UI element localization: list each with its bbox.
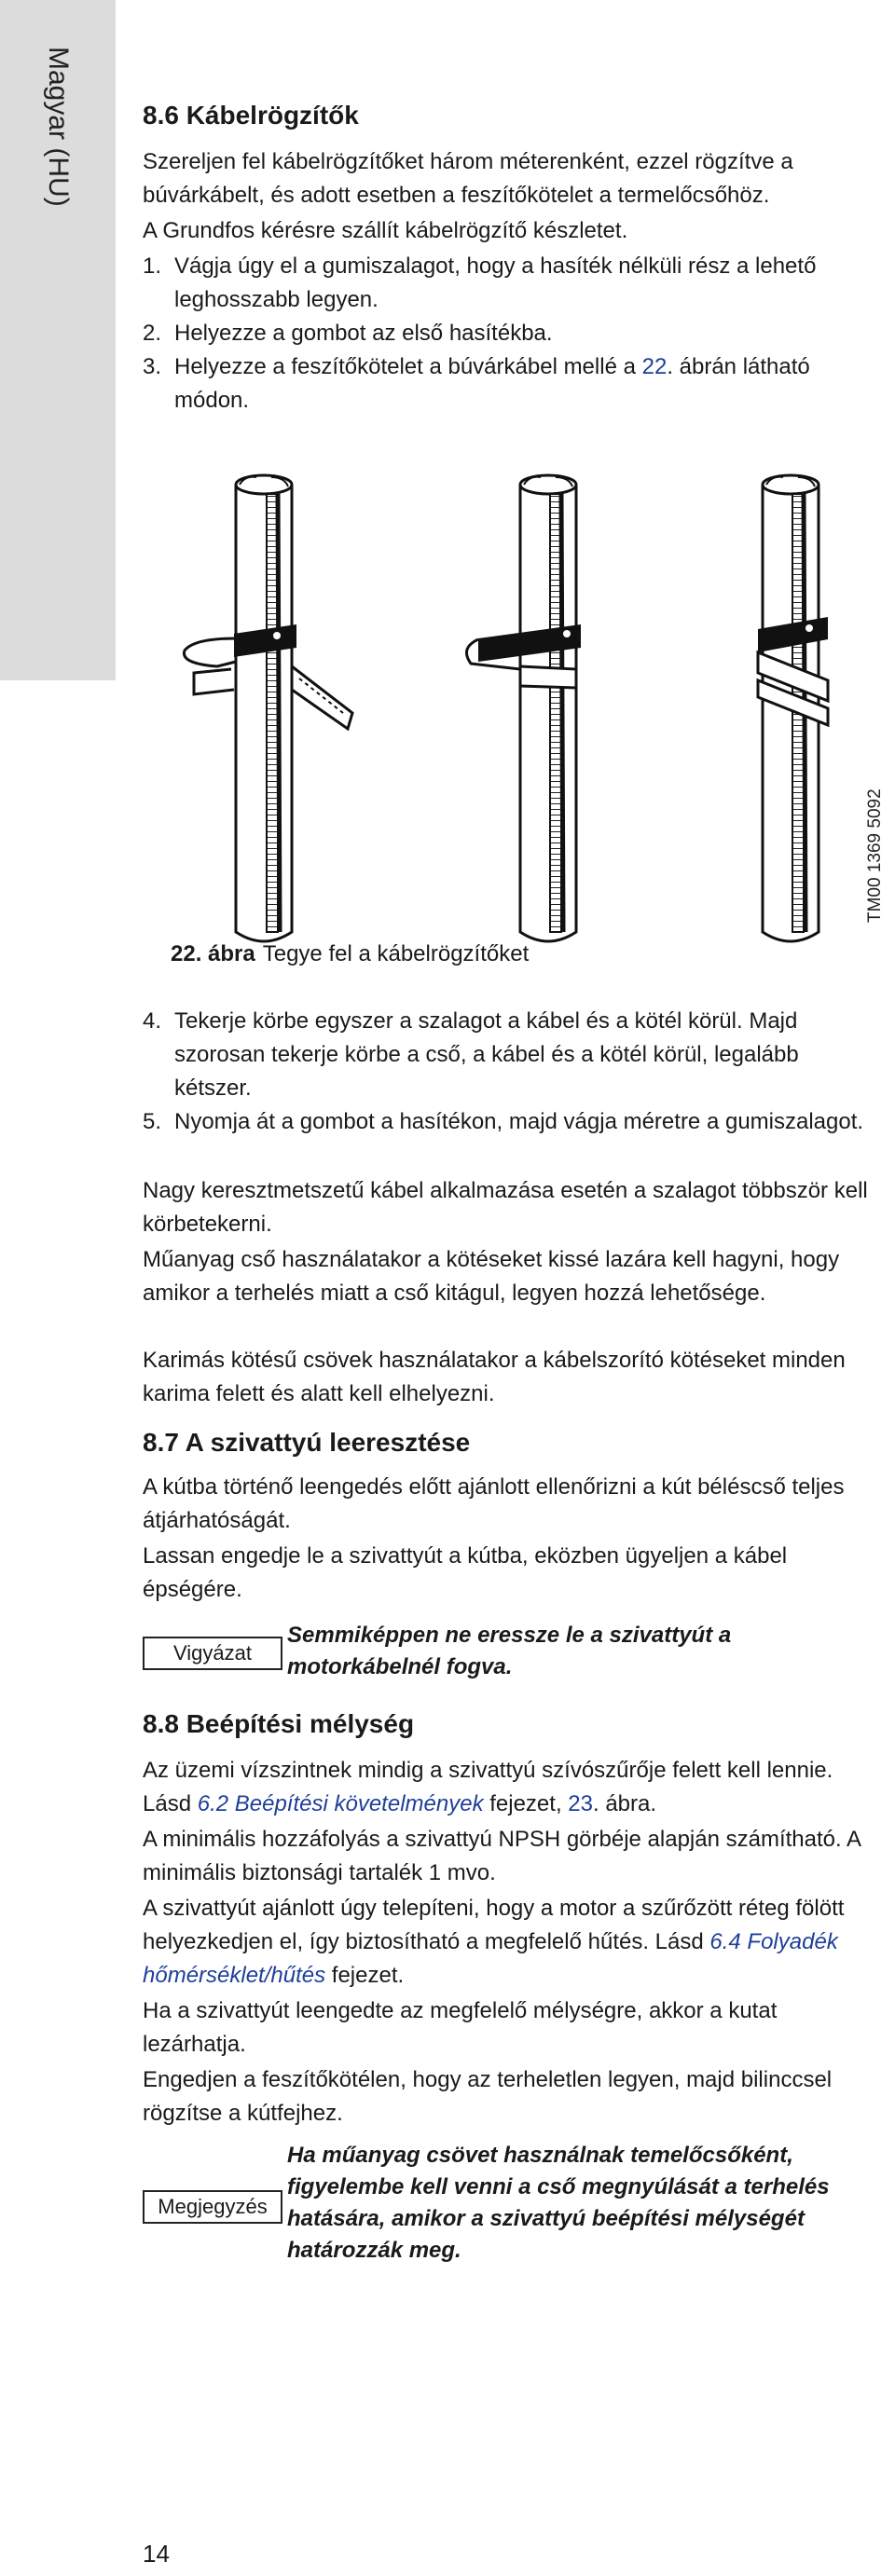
section-heading-8-7: 8.7 A szivattyú leeresztése [143,1428,471,1457]
paragraph: Ha a szivattyút leengedte az megfelelő mélységre, akkor a kutat lezárhatja. [143,1998,778,2057]
step-text: Helyezze a feszítőkötelet a búvárkábel mellé a 22. ábrán látható módon. [174,354,810,413]
step-number: 4. [143,1008,162,1034]
caption-text: Tegye fel a kábelrögzítőket [262,941,530,966]
list-item [143,250,879,317]
figure-caption [171,941,529,967]
step-number: 3. [143,354,162,379]
paragraph: Az üzemi vízszintnek mindig a szivattyú szívószűrője felett kell lennie. Lásd 6.2 Beépítési követelmények fejezet, 23. ábra. [143,1758,833,1816]
list-item [143,350,879,418]
figure-link[interactable]: 23 [568,1791,593,1816]
pipe-illustration-2 [467,475,582,941]
caution-text: Semmiképpen ne eressze le a szivattyút a motorkábelnél fogva. [287,1623,732,1679]
paragraph: Nagy keresztmetszetű kábel alkalmazása esetén a szalagot többször kell körbetekerni. [143,1178,868,1237]
steps-list-a [143,250,879,418]
section-heading-8-6: 8.6 Kábelrögzítők [143,101,359,130]
caution-label: Vigyázat [143,1637,282,1670]
figure-link[interactable]: 22 [641,354,668,379]
list-item [143,1105,879,1139]
step-text: Helyezze a gombot az első hasítékba. [174,321,553,346]
caption-number: 22. ábra [171,941,255,966]
step-text: Tekerje körbe egyszer a szalagot a kábel és a kötél körül. Majd szorosan tekerje körbe a cső, a kábel és a kötél körül, legalább kétszer. [174,1008,799,1101]
page-number: 14 [143,2540,170,2568]
steps-list-b [143,1005,879,1139]
paragraph: A kútba történő leengedés előtt ajánlott ellenőrizni a kút béléscső teljes átjárhatóságát. [143,1474,845,1533]
cable-clamp-figure [143,457,879,979]
paragraph: Karimás kötésű csövek használatakor a kábelszorító kötéseket minden karima felett és alatt kell elhelyezni. [143,1348,846,1406]
step-number: 5. [143,1109,162,1134]
list-item [143,317,879,350]
section-heading-8-8: 8.8 Beépítési mélység [143,1709,415,1738]
step-number: 2. [143,321,162,346]
intro-paragraph: Szereljen fel kábelrögzítőket három méterenként, ezzel rögzítve a búvárkábelt, és adott esetben a feszítőkötelet a termelőcsőhöz. [143,149,793,208]
note-text: Ha műanyag csövet használnak temelőcsőként, figyelembe kell venni a cső megnyúlását a terhelés hatására, amikor a szivattyú beépítési mélységét határozzák meg. [287,2143,830,2263]
pipe-illustration-3 [758,475,828,941]
chapter-link[interactable]: 6.2 Beépítési követelmények [197,1791,484,1816]
figure-code: TM00 1369 5092 [865,788,885,923]
paragraph: Műanyag cső használatakor a kötéseket kissé lazára kell hagyni, hogy amikor a terhelés miatt a cső kitágul, legyen hozzá lehetősége. [143,1247,840,1306]
paragraph: A szivattyút ajánlott úgy telepíteni, hogy a motor a szűrőzött réteg fölött helyezkedjen el, így biztosítható a megfelelő hűtés. Lásd 6.4 Folyadék hőmérséklet/hűtés fejezet. [143,1896,845,1988]
language-side-tab [0,0,116,680]
note-label: Megjegyzés [143,2190,282,2224]
step-number: 1. [143,253,162,279]
supply-paragraph: A Grundfos kérésre szállít kábelrögzítő készletet. [143,218,628,243]
step-text: Nyomja át a gombot a hasítékon, majd vágja méretre a gumiszalagot. [174,1109,864,1134]
chapter-link[interactable]: 6.4 Folyadék hőmérséklet/hűtés [143,1929,838,1988]
paragraph: Engedjen a feszítőkötélen, hogy az terheletlen legyen, majd bilinccsel rögzítse a kútfejhez. [143,2067,833,2126]
paragraph: A minimális hozzáfolyás a szivattyú NPSH görbéje alapján számítható. A minimális biztonsági tartalék 1 mvo. [143,1827,861,1885]
list-item [143,1005,879,1105]
step-text: Vágja úgy el a gumiszalagot, hogy a hasíték nélküli rész a lehető leghosszabb legyen. [174,253,817,312]
pipe-illustration-1 [184,475,352,941]
language-label: Magyar (HU) [43,47,74,207]
paragraph: Lassan engedje le a szivattyút a kútba, eközben ügyeljen a kábel épségére. [143,1543,788,1602]
